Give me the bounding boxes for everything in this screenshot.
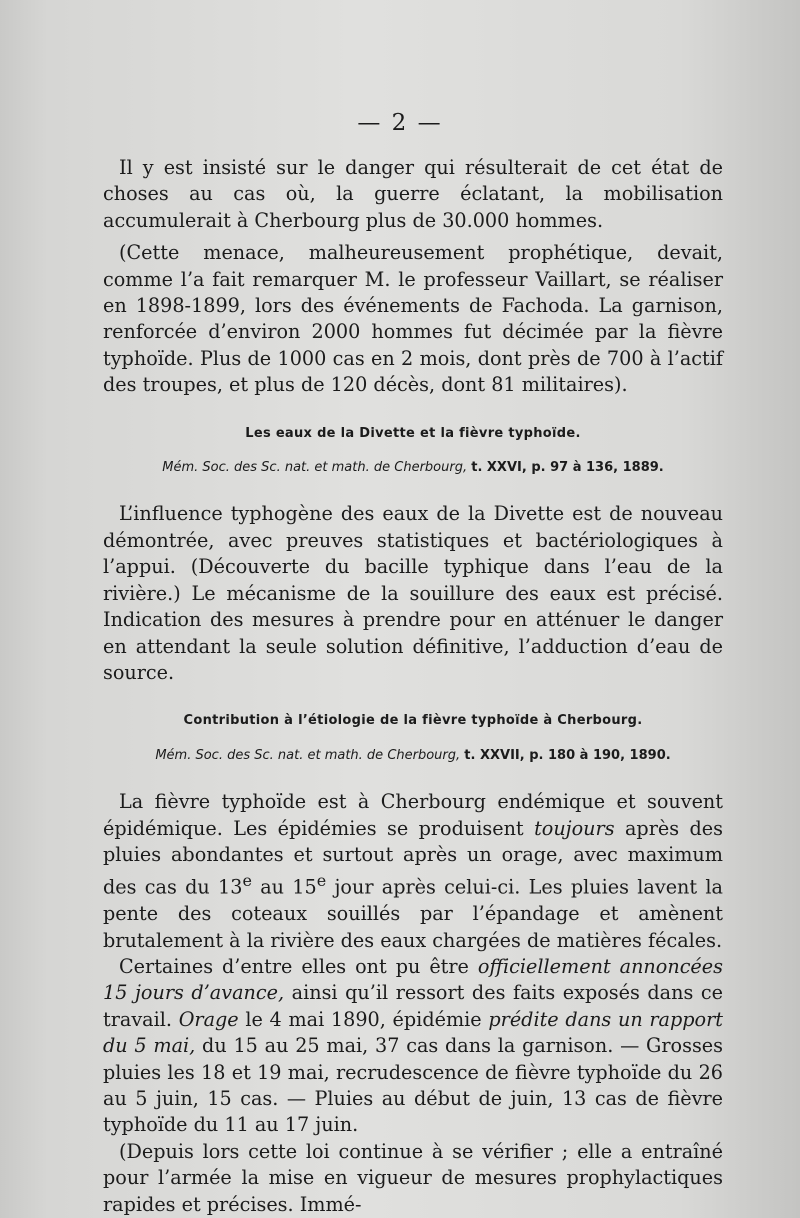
section-2-ref-details: t. XXVII, p. 180 à 190, 1890.: [464, 747, 671, 763]
s2p2-text-a: Certaines d’entre elles ont pu être: [119, 954, 469, 978]
s2p2-italic-orage: Orage: [178, 1007, 239, 1031]
section-2-reference: [103, 743, 723, 769]
s2p1-text-d: jour après celui-ci. Les pluies lavent la pente des coteaux souillés par l’épandage et amènent brutalement à la rivière des eaux chargées de matières fécales.: [103, 875, 723, 952]
section-2-ref-journal: Mém. Soc. des Sc. nat. et math. de Cherbourg,: [155, 747, 461, 763]
section-2-title: Contribution à l’étiologie de la fièvre typhoïde à Cherbourg.: [183, 713, 643, 729]
section-1-title: Les eaux de la Divette et la fièvre typhoïde.: [245, 425, 581, 441]
section-2-paragraph-2: [103, 954, 723, 1139]
s2p2-text-b: ainsi qu’il ressort des faits exposés dans ce travail.: [103, 981, 723, 1031]
section-1-ref-details: t. XXVI, p. 97 à 136, 1889.: [471, 460, 664, 476]
s2p2-italic-1: officiellement annoncées 15 jours d’avance,: [103, 954, 723, 1005]
intro-paragraph-2: (Cette menace, malheureusement prophétique, devait, comme l’a fait remarquer M. le professeur Vaillart, se réaliser en 1898-1899, lors des événements de Fachoda. La garnison, renforcée d’environ 2000 hommes fut décimée par la fièvre typhoïde. Plus de 1000 cas en 2 mois, dont près de 700 à l’actif des troupes, et plus de 120 décès, dont 81 militaires).: [103, 241, 723, 397]
intro-paragraph-1: Il y est insisté sur le danger qui résulterait de cet état de choses au cas où, la guerre éclatant, la mobilisation accumulerait à Cherbourg plus de 30.000 hommes.: [103, 156, 723, 232]
section-2-paragraph-1: [103, 789, 723, 954]
section-1-reference: [103, 455, 723, 481]
s2p1-sup-2: e: [316, 871, 327, 891]
s2p1-italic-toujours: toujours: [534, 816, 615, 840]
s2p2-text-c: le 4 mai 1890, épidémie: [245, 1007, 482, 1031]
page-body: [103, 155, 723, 1218]
section-1-ref-journal: Mém. Soc. des Sc. nat. et math. de Cherbourg,: [162, 460, 468, 476]
s2p2-italic-3: prédite dans un rapport du 5 mai,: [103, 1007, 723, 1058]
s2p1-sup-1: e: [242, 871, 252, 891]
section-2-paragraph-3: (Depuis lors cette loi continue à se vérifier ; elle a entraîné pour l’armée la mise en vigueur de mesures prophylactiques rapides et précises. Immé-: [103, 1139, 723, 1216]
s2p1-text-c: au 15: [260, 875, 317, 899]
s2p1-text-a: La fièvre typhoïde est à Cherbourg endémique et souvent épidémique. Les épidémies se produisent: [103, 790, 723, 840]
s2p1-text-b: après des pluies abondantes et surtout après un orage, avec maximum des cas du 13: [103, 816, 723, 899]
s2p2-text-d: du 15 au 25 mai, 37 cas dans la garnison. — Grosses pluies les 18 et 19 mai, recrudescence de fièvre typhoïde du 26 au 5 juin, 15 cas. — Pluies au début de juin, 13 cas de fièvre typhoïde du 11 au 17 juin.: [103, 1034, 723, 1137]
section-1-text: L’influence typhogène des eaux de la Divette est de nouveau démontrée, avec preuves statistiques et bactériologiques à l’appui. (Découverte du bacille typhique dans l’eau de la rivière.) Le mécanisme de la souillure des eaux est précisé. Indication des mesures à prendre pour en atténuer le danger en attendant la seule solution définitive, l’adduction d’eau de source.: [103, 502, 723, 684]
page-number: — 2 —: [357, 110, 443, 136]
